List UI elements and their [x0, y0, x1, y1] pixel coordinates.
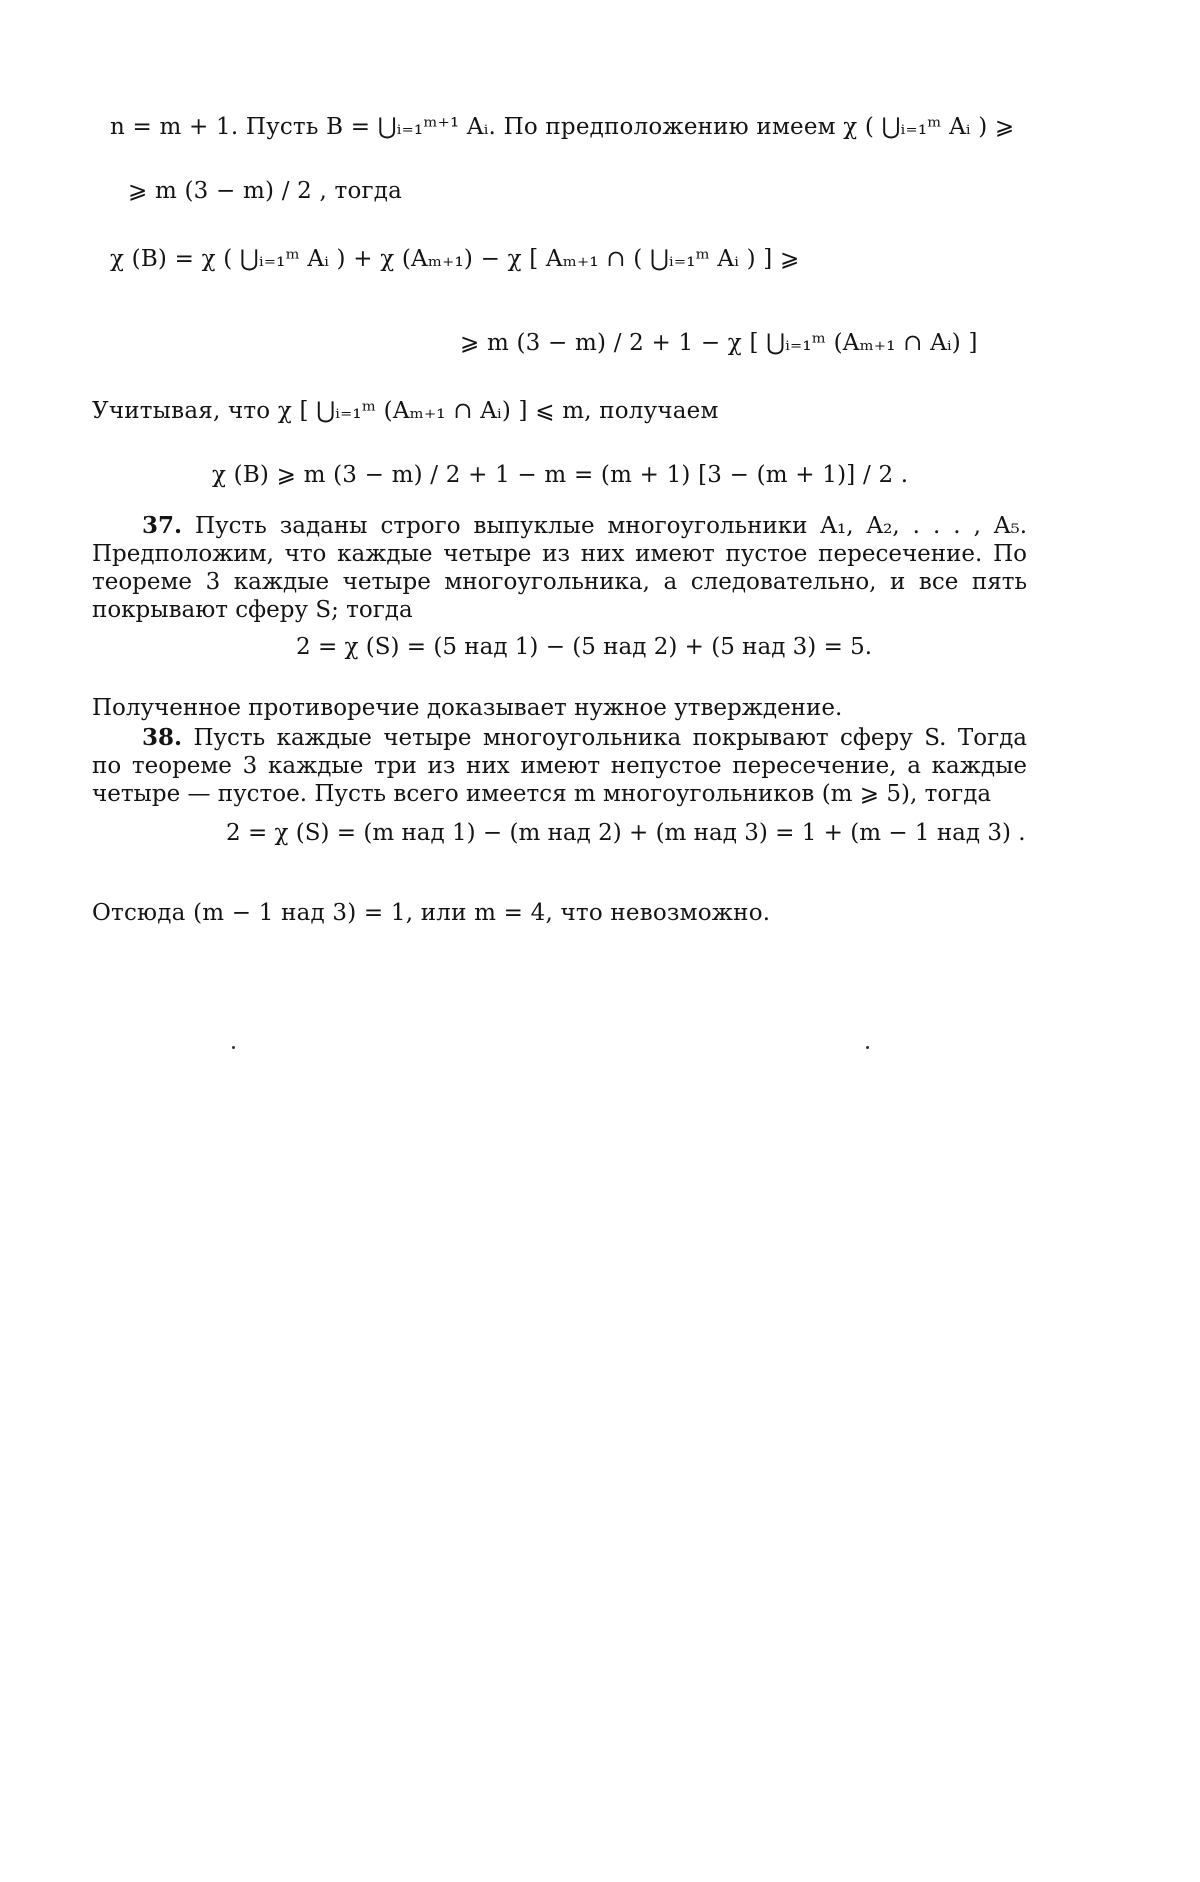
problem-38-number: 38.	[142, 724, 183, 751]
derivation-line-4: ⩾ m (3 − m) / 2 + 1 − χ [ ⋃ᵢ₌₁ᵐ (Aₘ₊₁ ∩ Aᵢ) ]	[460, 330, 978, 356]
problem-38-paragraph	[92, 724, 1027, 808]
problem-38-conclusion: Отсюда (m − 1 над 3) = 1, или m = 4, что невозможно.	[92, 900, 771, 926]
scan-speck	[232, 1046, 235, 1049]
problem-37-conclusion-text: Полученное противоречие доказывает нужное утверждение.	[92, 695, 843, 721]
derivation-line-5: Учитывая, что χ [ ⋃ᵢ₌₁ᵐ (Aₘ₊₁ ∩ Aᵢ) ] ⩽ m, получаем	[92, 398, 719, 424]
problem-37-conclusion	[92, 694, 1027, 722]
problem-37-text: Пусть заданы строго выпуклые многоугольники A₁, A₂, . . . , A₅. Предположим, что каждые четыре из них имеют пустое пересечение. По теореме 3 каждые четыре многоугольника, а следовательно, и все пять покрывают сферу S; тогда	[92, 513, 1028, 623]
derivation-line-6: χ (B) ⩾ m (3 − m) / 2 + 1 − m = (m + 1) [3 − (m + 1)] / 2 .	[212, 462, 909, 488]
derivation-line-1: n = m + 1. Пусть B = ⋃ᵢ₌₁ᵐ⁺¹ Aᵢ. По предположению имеем χ ( ⋃ᵢ₌₁ᵐ Aᵢ ) ⩾	[110, 114, 1015, 140]
problem-38-formula: 2 = χ (S) = (m над 1) − (m над 2) + (m над 3) = 1 + (m − 1 над 3) .	[226, 820, 1026, 846]
problem-37-number: 37.	[142, 512, 183, 539]
derivation-line-2: ⩾ m (3 − m) / 2 , тогда	[128, 178, 403, 204]
problem-37-paragraph	[92, 512, 1027, 624]
scan-speck	[866, 1046, 869, 1049]
derivation-line-3: χ (B) = χ ( ⋃ᵢ₌₁ᵐ Aᵢ ) + χ (Aₘ₊₁) − χ [ Aₘ₊₁ ∩ ( ⋃ᵢ₌₁ᵐ Aᵢ ) ] ⩾	[110, 246, 800, 272]
problem-38-text: Пусть каждые четыре многоугольника покрывают сферу S. Тогда по теореме 3 каждые три из них имеют непустое пересечение, а каждые четыре — пустое. Пусть всего имеется m многоугольников (m ⩾ 5), тогда	[92, 725, 1028, 807]
problem-37-formula: 2 = χ (S) = (5 над 1) − (5 над 2) + (5 над 3) = 5.	[296, 634, 873, 660]
